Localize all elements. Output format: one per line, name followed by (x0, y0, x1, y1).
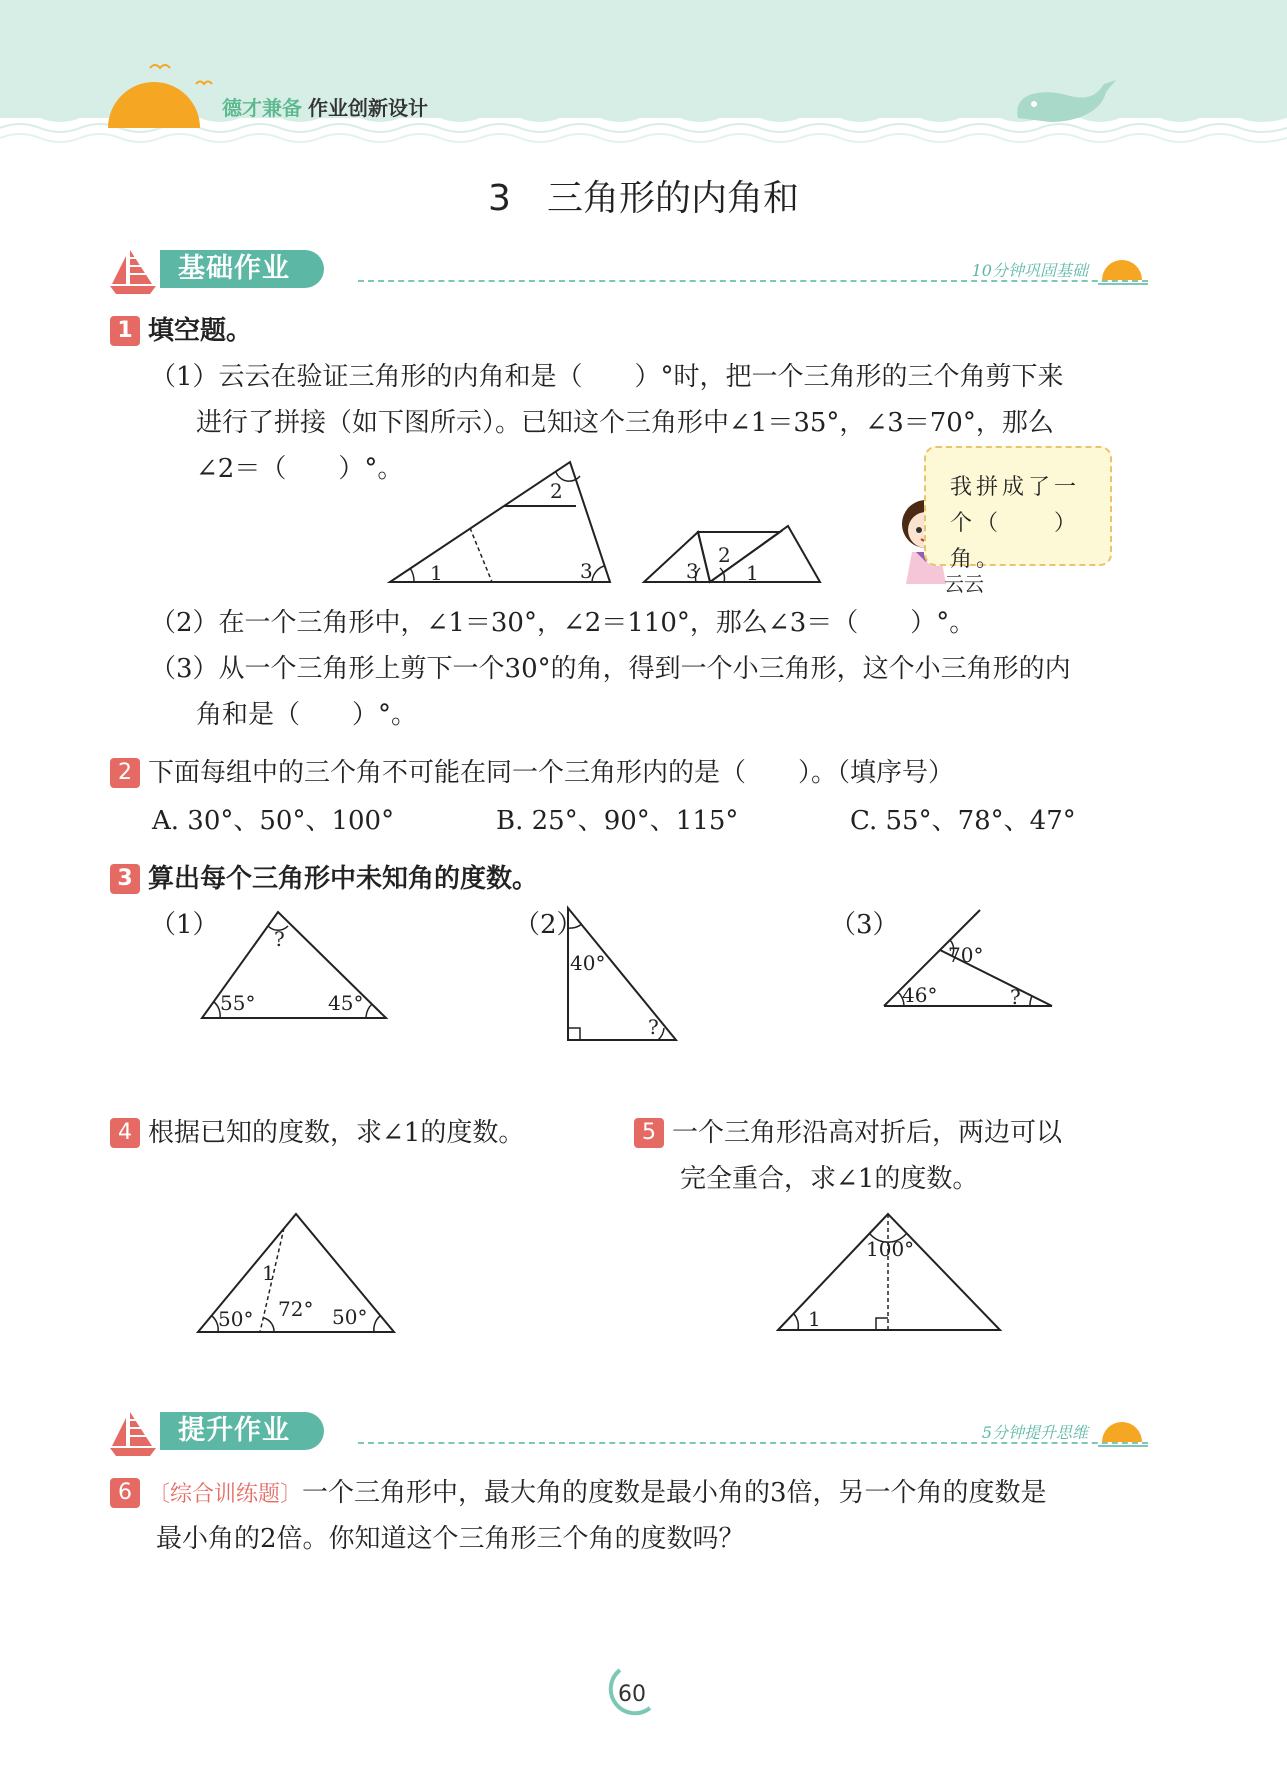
fig-label: 2 (718, 543, 731, 567)
section-header-basic (108, 248, 1148, 294)
angle-label: 50° (218, 1307, 254, 1331)
q1-p2: （2）在一个三角形中，∠1＝30°，∠2＝110°，那么∠3＝（ ）°。 (150, 608, 976, 638)
section-label-basic: 基础作业 (160, 250, 324, 288)
angle-label: 55° (220, 991, 256, 1015)
q3-figure-1 (196, 904, 396, 1024)
q3-label-1: （1） (150, 910, 219, 940)
q4-text: 根据已知的度数，求∠1的度数。 (148, 1118, 525, 1148)
fig-label: 3 (580, 559, 593, 583)
angle-label: ? (648, 1015, 659, 1039)
fig-label: 1 (746, 561, 759, 585)
q2-option-a: A. 30°、50°、100° (152, 806, 395, 836)
q2-heading (110, 750, 954, 796)
q5-figure (774, 1208, 1014, 1338)
q3-title: 算出每个三角形中未知角的度数。 (148, 864, 539, 894)
q6-tag: 〔综合训练题〕 (148, 1482, 303, 1507)
question-number: 4 (110, 1118, 140, 1148)
section-note-advanced: 5分钟提升思维 (981, 1423, 1088, 1442)
q6-line2: 最小角的2倍。你知道这个三角形三个角的度数吗？ (156, 1524, 745, 1554)
question-number: 6 (110, 1478, 140, 1508)
q1-p1-line1: （1）云云在验证三角形的内角和是（ ）°时，把一个三角形的三个角剪下来 (150, 362, 1064, 392)
angle-label: 46° (902, 983, 938, 1007)
q4-heading (110, 1110, 524, 1156)
q1-title: 填空题。 (148, 316, 253, 346)
angle-label: 1 (808, 1307, 821, 1331)
fig-label: 1 (430, 561, 443, 585)
q3-figure-3 (878, 904, 1058, 1014)
fig-label: 3 (686, 559, 699, 583)
q2-option-c: C. 55°、78°、47° (850, 806, 1076, 836)
section-header-advanced (108, 1410, 1148, 1456)
sailboat-icon (108, 248, 158, 294)
page-title: 3 三角形的内角和 (488, 178, 799, 219)
section-note-basic: 10分钟巩固基础 (971, 261, 1088, 280)
q1-p1-line2: 进行了拼接（如下图所示）。已知这个三角形中∠1＝35°，∠3＝70°，那么 (196, 408, 1054, 438)
brand-colored: 德才兼备 (222, 96, 302, 120)
angle-label: 72° (278, 1297, 314, 1321)
q3-label-3: （3） (830, 910, 899, 940)
angle-label: 100° (866, 1237, 915, 1261)
q1-p1-line3: ∠2＝（ ）°。 (196, 454, 404, 484)
q2-text: 下面每组中的三个角不可能在同一个三角形内的是（ ）。（填序号） (148, 758, 955, 788)
question-number: 3 (110, 864, 140, 894)
question-number: 2 (110, 758, 140, 788)
q3-heading (110, 856, 538, 902)
q6-line1: 一个三角形中，最大角的度数是最小角的3倍，另一个角的度数是 (302, 1478, 1047, 1508)
header-banner (0, 0, 1287, 150)
q5-line1: 一个三角形沿高对折后，两边可以 (672, 1118, 1063, 1148)
angle-label: 45° (328, 991, 364, 1015)
brand-plain: 作业创新设计 (308, 96, 428, 120)
q6-heading (110, 1470, 1047, 1518)
sun-icon (1098, 1414, 1148, 1450)
angle-label: ? (1010, 985, 1021, 1009)
q4-figure (194, 1208, 414, 1338)
brand-title (222, 92, 428, 121)
speech-bubble-text: 我拼成了一个（ ）角。 (950, 475, 1081, 572)
girl-name: 云云 (944, 572, 984, 596)
q5-line2: 完全重合，求∠1的度数。 (680, 1164, 979, 1194)
q5-heading (634, 1110, 1062, 1156)
angle-label: 70° (948, 943, 984, 967)
q3-figure-2 (564, 904, 704, 1044)
angle-label: 50° (332, 1305, 368, 1329)
sun-icon (1098, 252, 1148, 288)
section-label-advanced: 提升作业 (160, 1412, 324, 1450)
q1-p3-line1: （3）从一个三角形上剪下一个30°的角，得到一个小三角形，这个小三角形的内 (150, 654, 1071, 684)
angle-label: 1 (262, 1261, 275, 1285)
fig-label: 2 (550, 479, 563, 503)
q1-figure (380, 450, 840, 590)
angle-label: 40° (570, 951, 606, 975)
q1-p3-line2: 角和是（ ）°。 (196, 700, 418, 730)
q2-option-b: B. 25°、90°、115° (496, 806, 739, 836)
question-number: 1 (110, 316, 140, 346)
question-number: 5 (634, 1118, 664, 1148)
page-number: 60 (618, 1682, 646, 1707)
q1-heading (110, 308, 252, 354)
angle-label: ? (274, 927, 285, 951)
sailboat-icon (108, 1410, 158, 1456)
q3-label-2: （2） (514, 910, 583, 940)
